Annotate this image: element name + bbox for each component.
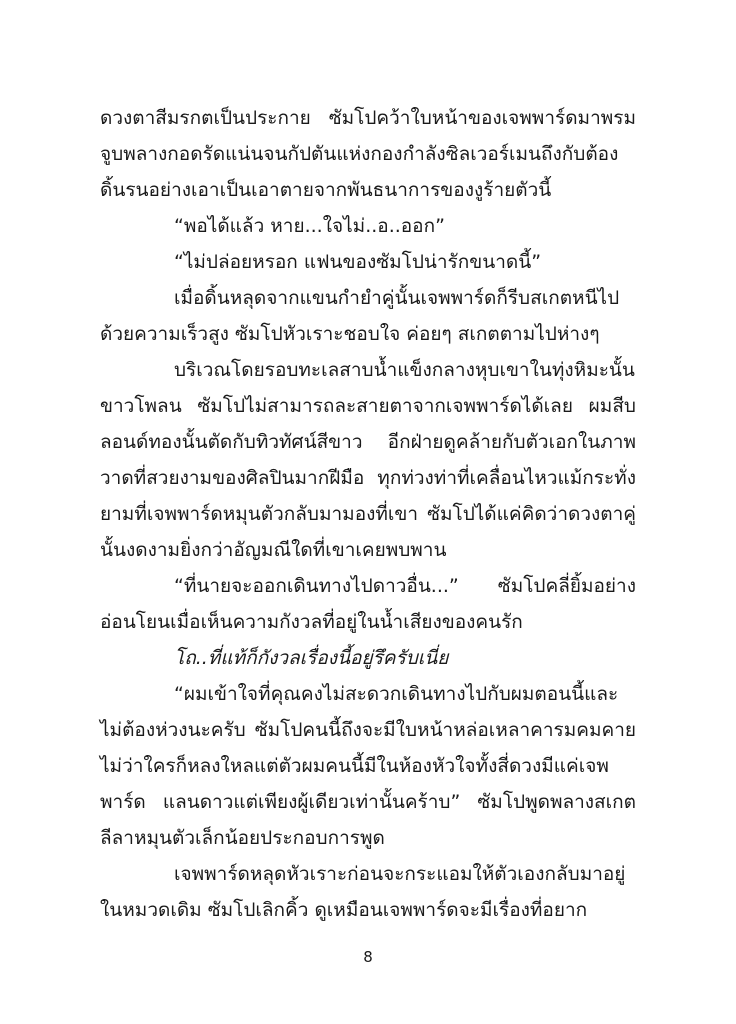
paragraph-7-inner-thought: โถ..ที่แท้ก็กังวลเรื่องนี้อยู่รึครับเนี่ย [174, 647, 449, 669]
paragraph-4: เมื่อดิ้นหลุดจากแขนกำยำคู่นั้นเจพพาร์ดก็รีบสเกตหนีไปด้วยความเร็วสูง ซัมโปหัวเราะชอบใจ ค่อยๆ สเกตตามไปห่างๆ [100, 287, 620, 345]
paragraph-8: “ผมเข้าใจที่คุณคงไม่สะดวกเดินทางไปกับผมตอนนี้และไม่ต้องห่วงนะครับ ซัมโปคนนี้ถึงจะมีใบหน้าหล่อเหลาคารมคมคายไม่ว่าใครก็หลงใหลแต่ตัวผมคนนี้มีในห้องหัวใจทั้งสี่ดวงมีแค่เจพพาร์ด แลนดาวแต่เพียงผู้เดียวเท่านั้นคร้าบ” ซัมโปพูดพลางสเกตลีลาหมุนตัวเล็กน้อยประกอบการพูด [100, 683, 636, 849]
paragraph-1: ดวงตาสีมรกตเป็นประกาย ซัมโปคว้าใบหน้าของเจพพาร์ดมาพรมจูบพลางกอดรัดแน่นจนกัปตันแห่งกองกำลังซิลเวอร์เมนถึงกับต้องดิ้นรนอย่างเอาเป็นเอาตายจากพันธนาการของงูร้ายตัวนี้ [100, 107, 636, 201]
paragraph-3: “ไม่ปล่อยหรอก แฟนของซัมโปน่ารักขนาดนี้” [174, 251, 542, 273]
story-text [100, 100, 636, 928]
page-number: 8 [363, 948, 373, 966]
paragraph-5: บริเวณโดยรอบทะเลสาบน้ำแข็งกลางหุบเขาในทุ่งหิมะนั้นขาวโพลน ซัมโปไม่สามารถละสายตาจากเจพพาร์ดได้เลย ผมสีบลอนด์ทองนั้นตัดกับทิวทัศน์สีขาว อีกฝ่ายดูคล้ายกับตัวเอกในภาพวาดที่สวยงามของศิลปินมากฝีมือ ทุกท่วงท่าที่เคลื่อนไหวแม้กระทั่งยามที่เจพพาร์ดหมุนตัวกลับมามองที่เขา ซัมโปได้แค่คิดว่าดวงตาคู่นั้นงดงามยิ่งกว่าอัญมณีใดที่เขาเคยพบพาน [100, 359, 636, 561]
paragraph-9: เจพพาร์ดหลุดหัวเราะก่อนจะกระแอมให้ตัวเองกลับมาอยู่ในหมวดเดิม ซัมโปเลิกคิ้ว ดูเหมือนเจพพาร์ดจะมีเรื่องที่อยาก [100, 863, 626, 921]
paragraph-2: “พอได้แล้ว หาย...ใจไม่..อ..ออก” [174, 215, 445, 237]
paragraph-6: “ที่นายจะออกเดินทางไปดาวอื่น...” ซัมโปคลี่ยิ้มอย่างอ่อนโยนเมื่อเห็นความกังวลที่อยู่ในน้ำเสียงของคนรัก [100, 575, 636, 633]
